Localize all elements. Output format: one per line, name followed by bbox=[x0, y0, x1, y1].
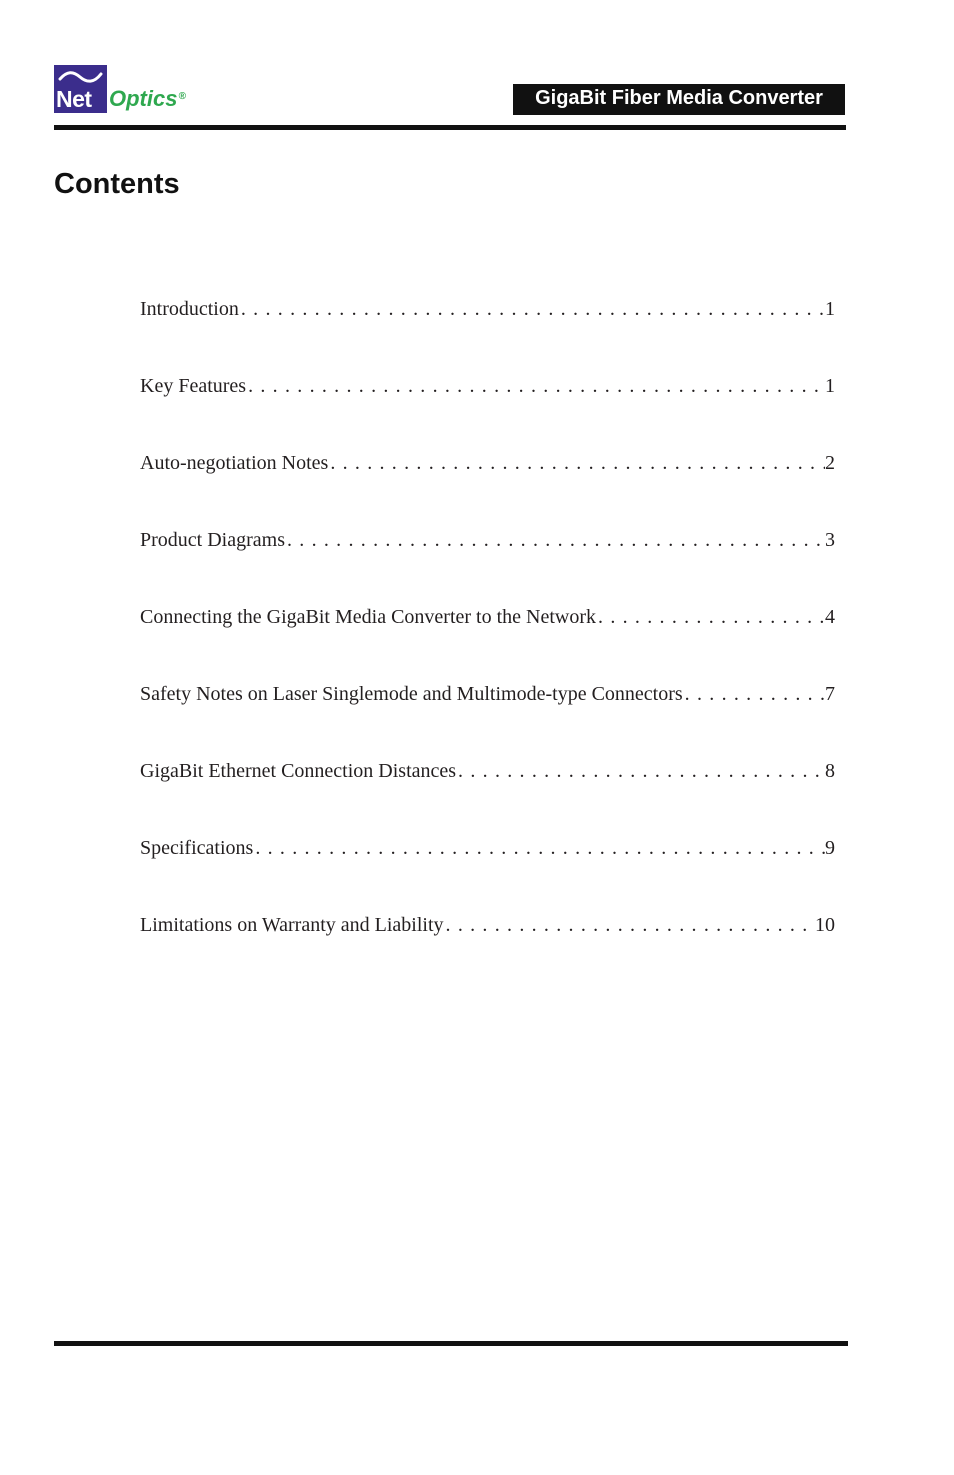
toc-entry-connection-distances[interactable] bbox=[140, 757, 835, 834]
logo-net-text: Net bbox=[56, 86, 92, 112]
bottom-divider bbox=[54, 1341, 848, 1346]
toc-entry-page: 8 bbox=[825, 760, 835, 782]
toc-entry-page: 7 bbox=[825, 683, 835, 705]
table-of-contents bbox=[140, 295, 835, 988]
toc-entry-page: 4 bbox=[825, 606, 835, 628]
dot-leader bbox=[328, 449, 825, 477]
dot-leader bbox=[285, 526, 825, 554]
toc-entry-safety-notes[interactable] bbox=[140, 680, 835, 757]
toc-entry-label: GigaBit Ethernet Connection Distances bbox=[140, 760, 457, 782]
toc-entry-page: 1 bbox=[825, 375, 835, 397]
toc-entry-label: Auto-negotiation Notes bbox=[140, 452, 329, 474]
toc-entry-warranty-liability[interactable] bbox=[140, 911, 835, 988]
toc-entry-key-features[interactable] bbox=[140, 372, 835, 449]
top-divider bbox=[54, 125, 846, 130]
toc-entry-label: Key Features bbox=[140, 375, 247, 397]
dot-leader bbox=[456, 757, 825, 785]
dot-leader bbox=[253, 834, 825, 862]
dot-leader bbox=[239, 295, 825, 323]
product-title: GigaBit Fiber Media Converter bbox=[513, 84, 845, 115]
toc-entry-page: 3 bbox=[825, 529, 835, 551]
logo-optics-text: Optics® bbox=[109, 86, 186, 111]
toc-entry-label: Introduction bbox=[140, 298, 239, 320]
wave-icon bbox=[58, 70, 103, 84]
page-title: Contents bbox=[54, 168, 180, 200]
toc-entry-label: Product Diagrams bbox=[140, 529, 285, 551]
toc-entry-page: 10 bbox=[815, 914, 835, 936]
toc-entry-product-diagrams[interactable] bbox=[140, 526, 835, 603]
toc-entry-label: Specifications bbox=[140, 837, 254, 859]
registered-mark: ® bbox=[178, 91, 186, 102]
toc-entry-label: Connecting the GigaBit Media Converter to the Network bbox=[140, 606, 597, 628]
toc-entry-label: Limitations on Warranty and Liability bbox=[140, 914, 444, 936]
toc-entry-page: 2 bbox=[825, 452, 835, 474]
dot-leader bbox=[596, 603, 825, 631]
toc-entry-introduction[interactable] bbox=[140, 295, 835, 372]
dot-leader bbox=[246, 372, 825, 400]
toc-entry-page: 9 bbox=[825, 837, 835, 859]
toc-entry-connecting-to-network[interactable] bbox=[140, 603, 835, 680]
net-optics-logo bbox=[54, 65, 204, 113]
toc-entry-label: Safety Notes on Laser Singlemode and Multimode-type Connectors bbox=[140, 683, 683, 705]
toc-entry-auto-negotiation-notes[interactable] bbox=[140, 449, 835, 526]
dot-leader bbox=[683, 680, 825, 708]
toc-entry-page: 1 bbox=[825, 298, 835, 320]
logo-box bbox=[54, 65, 107, 113]
toc-entry-specifications[interactable] bbox=[140, 834, 835, 911]
dot-leader bbox=[444, 911, 815, 939]
